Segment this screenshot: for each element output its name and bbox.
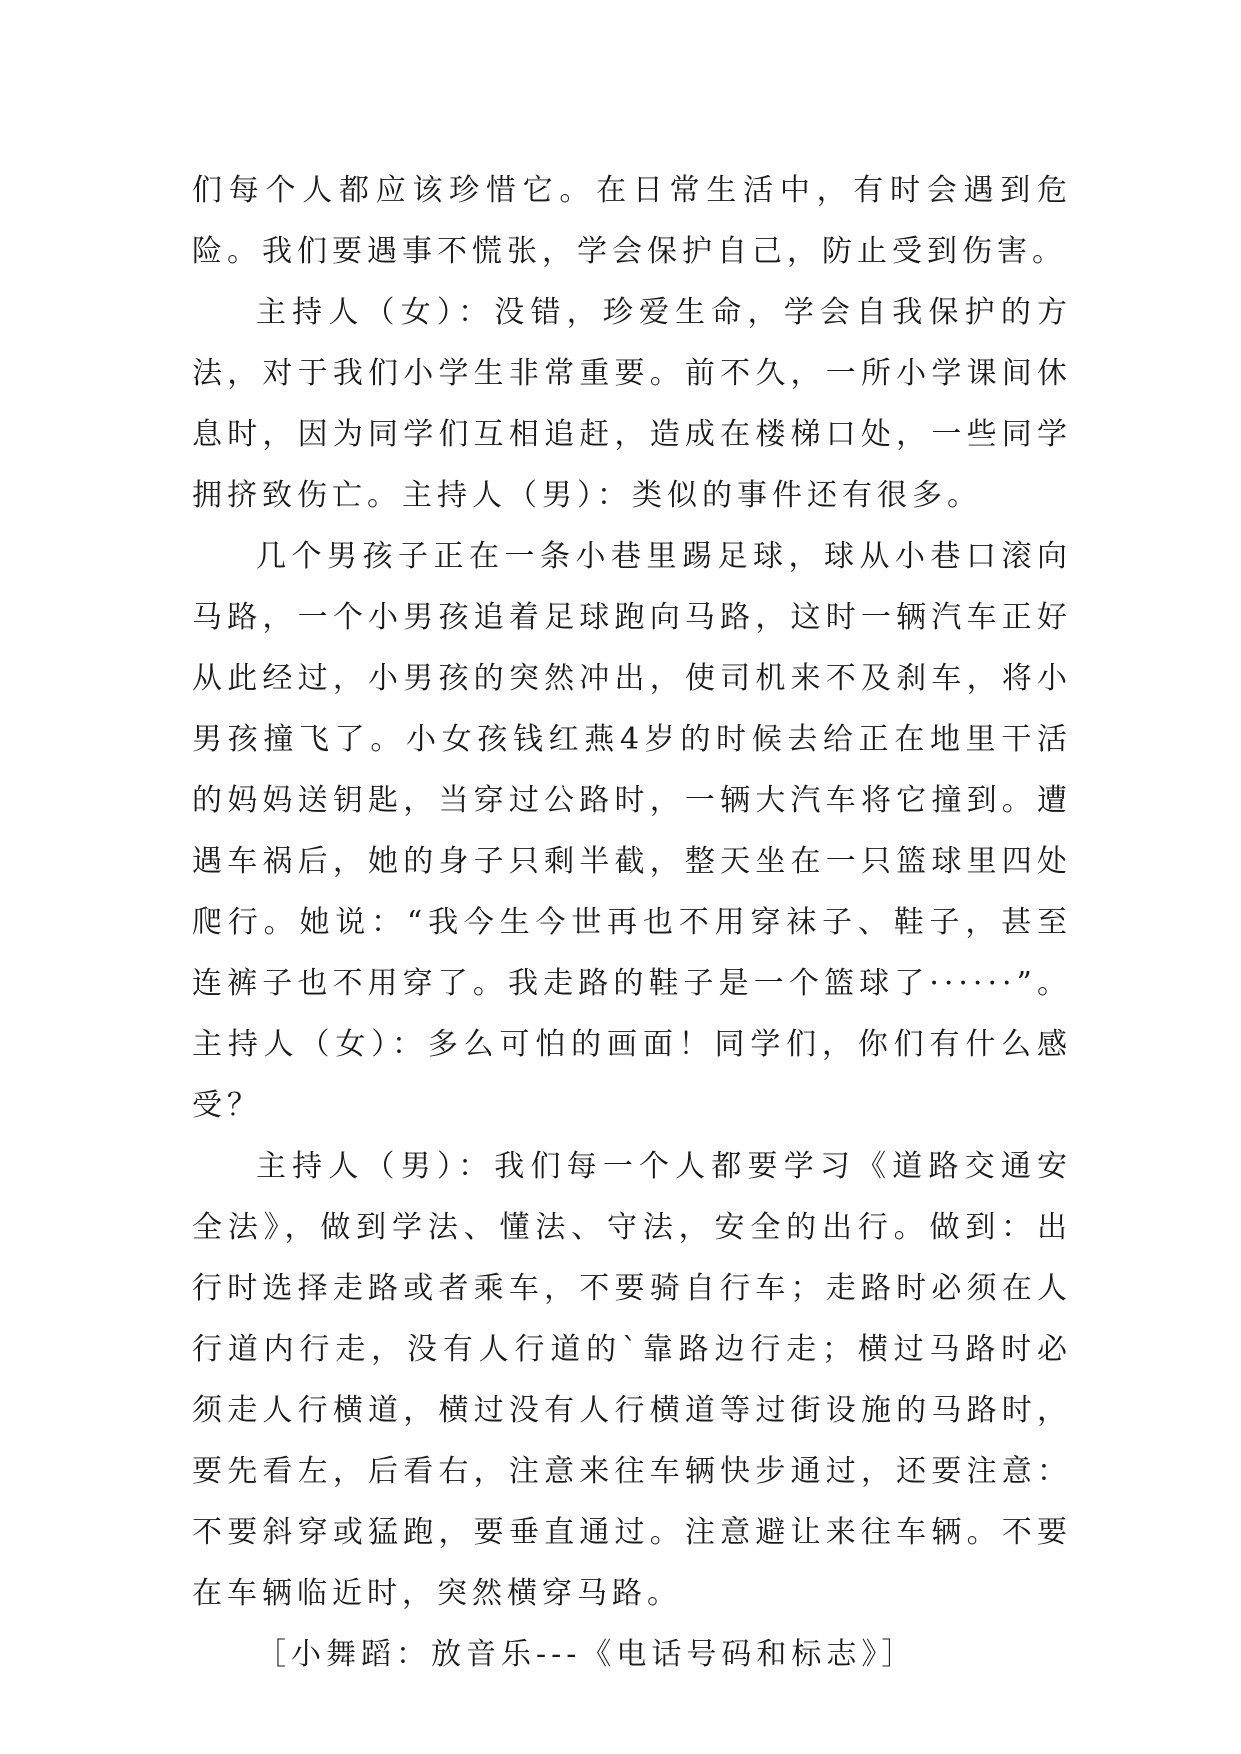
paragraph-host-male: 主持人（男）：我们每一个人都要学习《道路交通安全法》，做到学法、懂法、守法，安全的出行。做到：出行时选择走路或者乘车，不要骑自行车；走路时必须在人行道内行走，没有人行道的`靠路边行走；横过马路时必须走人行横道，横过没有人行横道等过街设施的马路时，要先看左，后看右，注意来往车辆快步通过，还要注意：不要斜穿或猛跑，要垂直通过。注意避让来往车辆。不要在车辆临近时，突然横穿马路。 bbox=[192, 1149, 1072, 1611]
paragraph-continuation: 们每个人都应该珍惜它。在日常生活中，有时会遇到危险。我们要遇事不慌张，学会保护自己，防止受到伤害。 bbox=[192, 173, 1072, 269]
paragraph-accident-story: 几个男孩子正在一条小巷里踢足球，球从小巷口滚向马路，一个小男孩追着足球跑向马路，这时一辆汽车正好从此经过，小男孩的突然冲出，使司机来不及刹车，将小男孩撞飞了。小女孩钱红燕4岁的时候去给正在地里干活的妈妈送钥匙，当穿过公路时，一辆大汽车将它撞到。遭遇车祸后，她的身子只剩半截，整天坐在一只篮球里四处爬行。她说：“我今生今世再也不用穿袜子、鞋子，甚至连裤子也不用穿了。我走路的鞋子是一个篮球了······”。主持人（女）：多么可怕的画面！同学们，你们有什么感受？ bbox=[192, 539, 1072, 1123]
paragraph-host-female: 主持人（女）：没错，珍爱生命，学会自我保护的方法，对于我们小学生非常重要。前不久，一所小学课间休息时，因为同学们互相追赶，造成在楼梯口处，一些同学拥挤致伤亡。主持人（男）：类似的事件还有很多。 bbox=[192, 295, 1072, 513]
paragraph-stage-direction: ［小舞蹈：放音乐---《电话号码和标志》］ bbox=[256, 1637, 917, 1672]
document-body bbox=[192, 160, 1072, 1685]
